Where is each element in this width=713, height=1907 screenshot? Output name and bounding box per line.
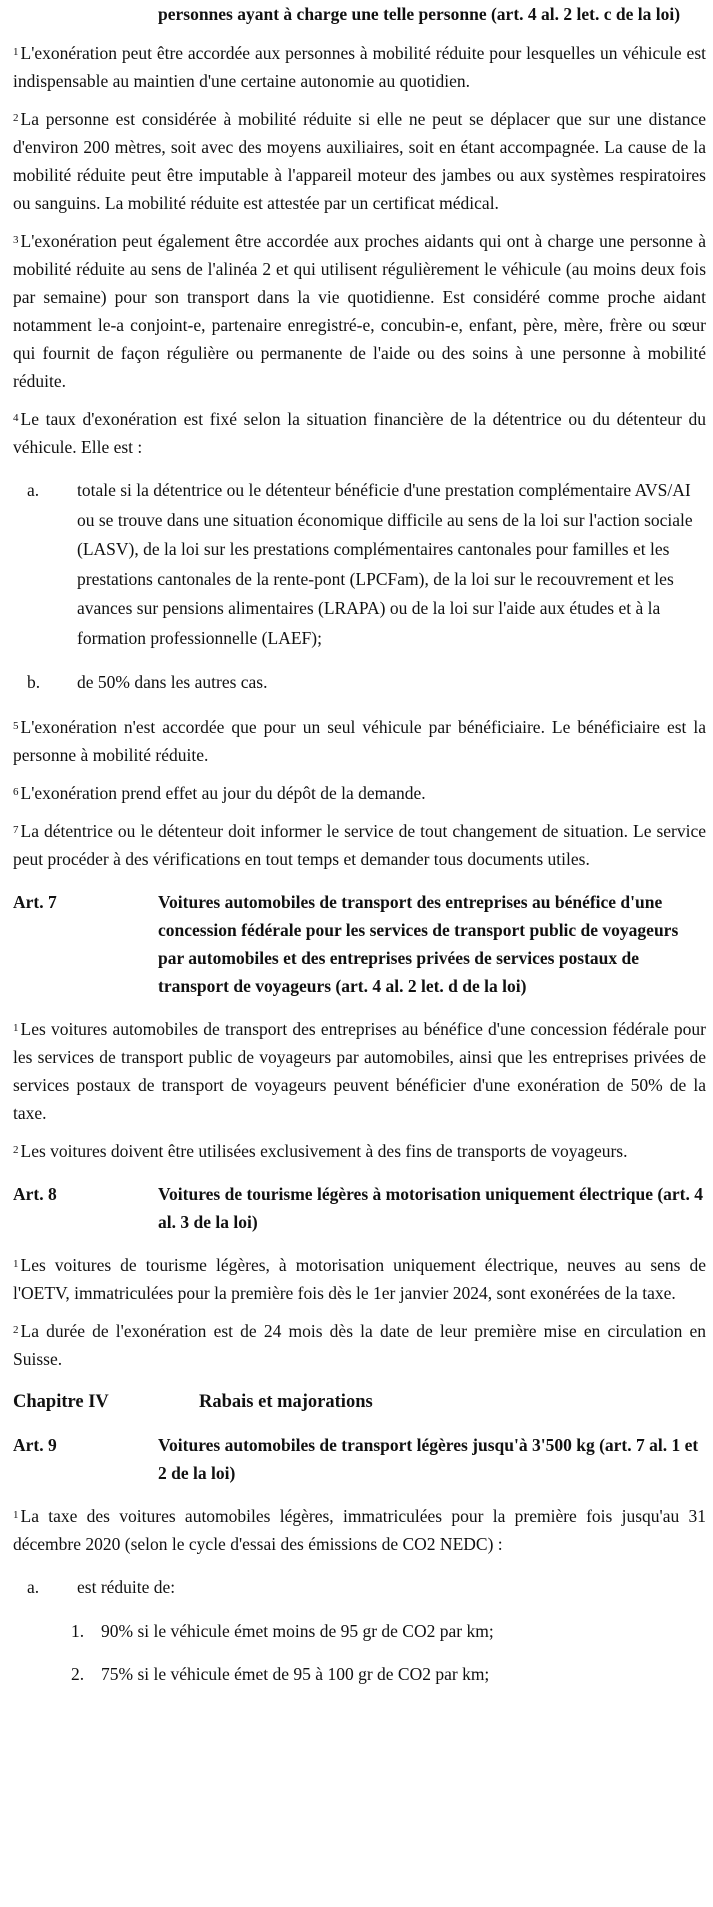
article-title: Voitures de tourisme légères à motorisation uniquement électrique (art. 4 al. 3 de la loi) [158,1183,704,1232]
list-marker: a. [27,1576,40,1597]
art7-paragraph-2 [13,1137,706,1165]
list-item [13,668,706,698]
art9-paragraph-1 [13,1502,706,1558]
paragraph-text: La personne est considérée à mobilité réduite si elle ne peut se déplacer que sur une distance d'environ 200 mètres, soit avec des moyens auxiliaires, soit en étant accompagnée. La cause de la mobilité réduite peut être imputable à l'appareil moteur des jambes ou aux systèmes respiratoires ou sanguins. La mobilité réduite est attestée par un certificat médical. [13,109,706,213]
list-item [13,1573,706,1603]
paragraph-text: L'exonération n'est accordée que pour un seul véhicule par bénéficiaire. Le bénéficiaire est la personne à mobilité réduite. [13,716,706,765]
chapter-heading [13,1388,706,1416]
list-marker: b. [27,672,41,692]
list-text: de 50% dans les autres cas. [77,672,268,692]
article-title: Voitures automobiles de transport légères jusqu'à 3'500 kg (art. 7 al. 1 et 2 de la loi) [158,1434,699,1483]
paragraph-text: Le taux d'exonération est fixé selon la situation financière de la détentrice ou du détenteur du véhicule. Elle est : [13,409,706,457]
article-heading [13,888,706,1000]
art8-paragraph-1 [13,1251,706,1307]
sub-list-item [13,1660,706,1688]
art6-paragraph-4 [13,405,706,461]
paragraph-text: Les voitures doivent être utilisées exclusivement à des fins de transports de voyageurs. [20,1140,628,1161]
article-number: Art. 7 [13,891,57,912]
art8-paragraph-2 [13,1317,706,1373]
list-text: est réduite de: [77,1576,176,1597]
article-heading [13,1431,706,1487]
article-number: Art. 8 [13,1183,57,1204]
list-text: 90% si le véhicule émet moins de 95 gr de CO2 par km; [101,1621,494,1641]
paragraph-number: 1 [13,1508,19,1521]
paragraph-text: La durée de l'exonération est de 24 mois dès la date de leur première mise en circulation en Suisse. [13,1320,706,1369]
art6-paragraph-1 [13,39,706,95]
art6-paragraph-6 [13,779,706,807]
paragraph-number: 1 [13,1021,19,1034]
paragraph-number: 3 [13,234,19,246]
art6-paragraph-5 [13,713,706,769]
paragraph-number: 1 [13,46,19,58]
paragraph-number: 5 [13,719,19,732]
list-item [13,476,706,653]
paragraph-number: 2 [13,112,19,124]
article-heading [13,1180,706,1236]
sub-list-item [13,1617,706,1645]
paragraph-number: 2 [13,1323,19,1336]
list-marker: 1. [71,1621,85,1641]
art6-paragraph-2 [13,105,706,217]
paragraph-number: 7 [13,823,19,836]
article-number: Art. 9 [13,1434,57,1455]
list-text: 75% si le véhicule émet de 95 à 100 gr de CO2 par km; [101,1664,490,1684]
chapter-number: Chapitre IV [13,1391,109,1412]
chapter-title: Rabais et majorations [199,1391,373,1412]
article-title: Voitures automobiles de transport des entreprises au bénéfice d'une concession fédérale pour les services de transport public de voyageurs par automobiles et des entreprises privées de services postaux de transport de voyageurs (art. 4 al. 2 let. d de la loi) [158,891,679,996]
paragraph-text: La taxe des voitures automobiles légères, immatriculées pour la première fois jusqu'au 31 décembre 2020 (selon le cycle d'essai des émissions de CO2 NEDC) : [13,1505,706,1554]
document-page [13,0,706,1688]
art6-paragraph-7 [13,817,706,873]
list-marker: a. [27,480,40,500]
paragraph-text: Les voitures de tourisme légères, à motorisation uniquement électrique, neuves au sens de l'OETV, immatriculées pour la première fois dès le 1er janvier 2024, sont exonérées de la taxe. [13,1254,706,1303]
paragraph-text: La détentrice ou le détenteur doit informer le service de tout changement de situation. Le service peut procéder à des vérifications en tout temps et demander tous documents utiles. [13,820,706,869]
paragraph-text: Les voitures automobiles de transport des entreprises au bénéfice d'une concession fédérale pour les services de transport public de voyageurs par automobiles, ainsi que les entreprises privées de services postaux de transport de voyageurs peuvent bénéficier d'une exonération de 50% de la taxe. [13,1018,706,1123]
article-heading-continuation: personnes ayant à charge une telle personne (art. 4 al. 2 let. c de la loi) [158,4,681,24]
paragraph-text: L'exonération prend effet au jour du dépôt de la demande. [20,782,426,803]
paragraph-text: L'exonération peut être accordée aux personnes à mobilité réduite pour lesquelles un véhicule est indispensable au maintien d'une certaine autonomie au quotidien. [13,43,706,91]
paragraph-number: 4 [13,412,19,424]
paragraph-text: L'exonération peut également être accordée aux proches aidants qui ont à charge une personne à mobilité réduite au sens de l'alinéa 2 et qui utilisent régulièrement le véhicule (au moins deux fois par semaine) pour son transport dans la vie quotidienne. Est considéré comme proche aidant notamment le-a conjoint-e, partenaire enregistré-e, concubin-e, enfant, père, mère, frère ou sœur qui fournit de façon régulière ou permanente de l'aide ou des soins à une personne à mobilité réduite. [13,231,706,391]
paragraph-number: 1 [13,1257,19,1270]
art7-paragraph-1 [13,1015,706,1127]
art6-list [13,476,706,698]
list-marker: 2. [71,1664,85,1684]
art6-paragraph-3 [13,227,706,395]
paragraph-number: 2 [13,1143,19,1156]
list-text: totale si la détentrice ou le détenteur bénéficie d'une prestation complémentaire AVS/AI ou se trouve dans une situation économique difficile au sens de la loi sur l'action sociale (LASV), de la loi sur les prestations complémentaires cantonales pour familles et les prestations cantonales de la rente-pont (LPCFam), de la loi sur le recouvrement et les avances sur pensions alimentaires (LRAPA) ou de la loi sur l'aide aux études et à la formation professionnelle (LAEF); [77,480,693,648]
paragraph-number: 6 [13,785,19,798]
